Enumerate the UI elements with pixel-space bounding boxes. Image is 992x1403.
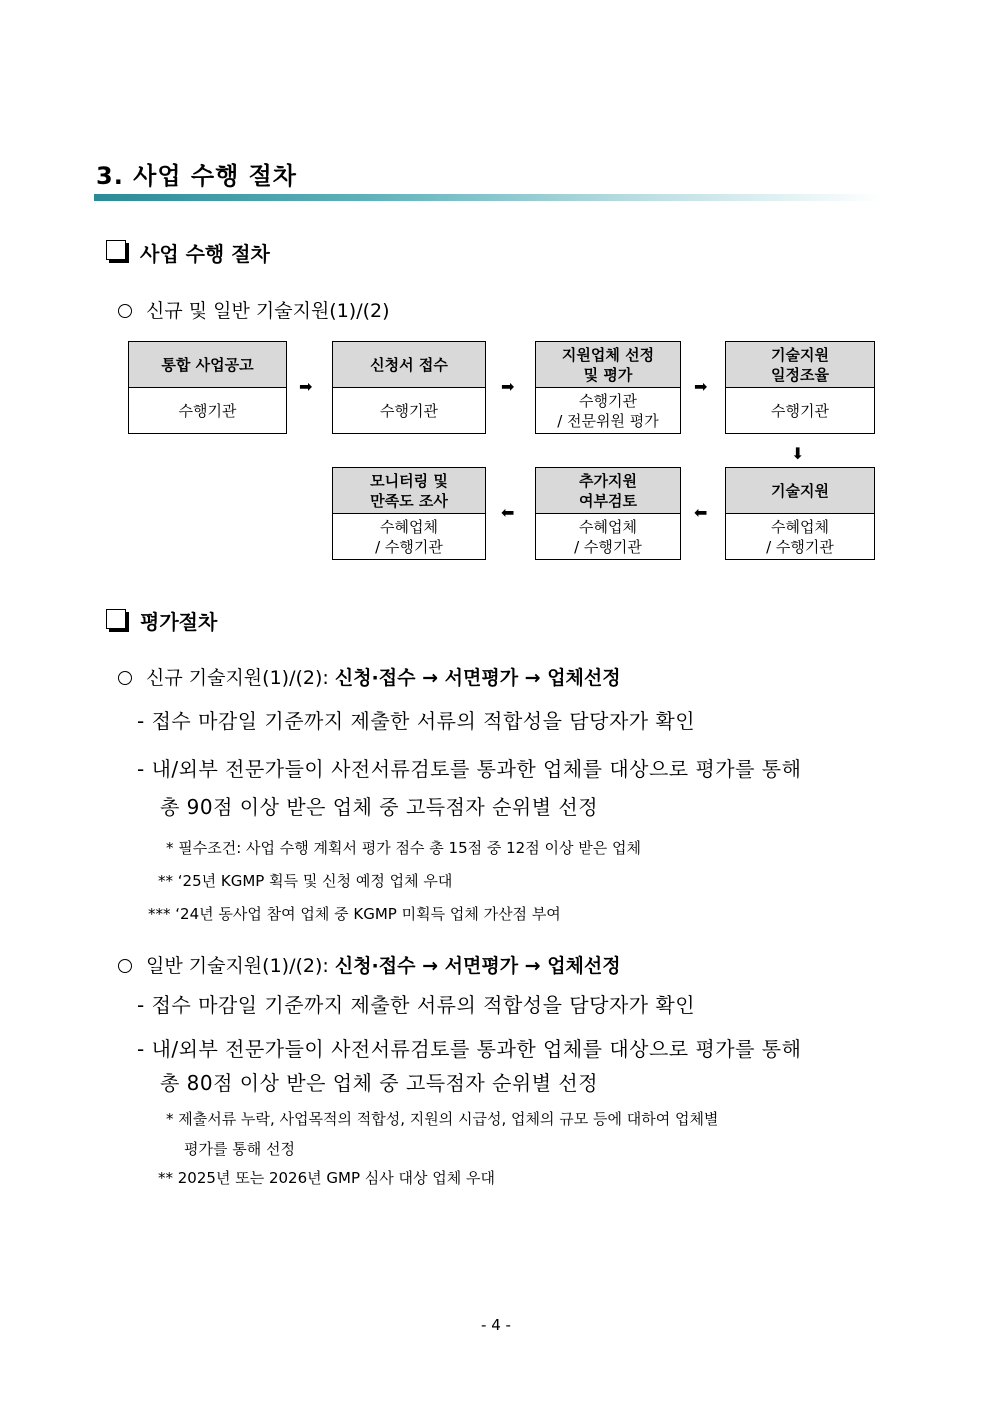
dash-item: - 내/외부 전문가들이 사전서류검토를 통과한 업체를 대상으로 평가를 통해 xyxy=(137,1037,802,1061)
dash-item: - 접수 마감일 기준까지 제출한 서류의 적합성을 담당자가 확인 xyxy=(137,993,696,1017)
flow-box-selection xyxy=(535,341,681,434)
right-arrow-icon: ➡ xyxy=(694,377,708,396)
flow-box-title: 지원업체 선정 및 평가 xyxy=(536,342,680,388)
bullet-general-support xyxy=(118,951,621,978)
footnote: ** 2025년 또는 2026년 GMP 심사 대상 업체 우대 xyxy=(158,1169,495,1187)
right-arrow-icon: ➡ xyxy=(501,377,515,396)
section-box-icon xyxy=(106,240,126,260)
flow-box-title: 통합 사업공고 xyxy=(129,342,286,388)
page-number: - 4 - xyxy=(481,1316,511,1334)
circle-bullet-icon xyxy=(118,671,132,685)
bullet-new-general xyxy=(118,296,390,323)
bullet-text: 신규 및 일반 기술지원(1)/(2) xyxy=(146,300,390,322)
footnote: *** ‘24년 동사업 참여 업체 중 KGMP 미획득 업체 가산점 부여 xyxy=(148,905,561,923)
flow-box-announcement xyxy=(128,341,287,434)
circle-bullet-icon xyxy=(118,959,132,973)
left-arrow-icon: ⬅ xyxy=(694,503,708,522)
flow-box-title: 모니터링 및 만족도 조사 xyxy=(333,468,485,514)
right-arrow-icon: ➡ xyxy=(299,377,313,396)
footnote: * 필수조건: 사업 수행 계획서 평가 점수 총 15점 중 12점 이상 받은 업체 xyxy=(166,839,641,857)
flow-box-title: 신청서 접수 xyxy=(333,342,485,388)
bullet-new-support xyxy=(118,663,621,690)
bullet-process: 신청·접수 → 서면평가 → 업체선정 xyxy=(334,955,621,977)
flow-box-title: 추가지원 여부검토 xyxy=(536,468,680,514)
section-title-procedure: 사업 수행 절차 xyxy=(140,242,270,266)
dash-item-continued: 총 90점 이상 받은 업체 중 고득점자 순위별 선정 xyxy=(160,795,599,819)
left-arrow-icon: ⬅ xyxy=(501,503,515,522)
dash-item: - 접수 마감일 기준까지 제출한 서류의 적합성을 담당자가 확인 xyxy=(137,709,696,733)
flow-box-actor: 수혜업체 / 수행기관 xyxy=(766,518,834,556)
footnote-continued: 평가를 통해 선정 xyxy=(184,1140,295,1158)
flow-box-title: 기술지원 xyxy=(726,468,874,514)
down-arrow-icon: ⬇ xyxy=(791,444,805,463)
footnote: * 제출서류 누락, 사업목적의 적합성, 지원의 시급성, 업체의 규모 등에 대하여 업체별 xyxy=(166,1110,719,1128)
flow-box-monitoring xyxy=(332,467,486,560)
flow-box-actor: 수행기관 / 전문위원 평가 xyxy=(557,392,659,430)
flow-box-tech-support xyxy=(725,467,875,560)
flow-box-actor: 수혜업체 / 수행기관 xyxy=(375,518,443,556)
section-title-evaluation: 평가절차 xyxy=(140,610,218,634)
flow-box-application xyxy=(332,341,486,434)
flow-box-additional-review xyxy=(535,467,681,560)
bullet-process: 신청·접수 → 서면평가 → 업체선정 xyxy=(334,667,621,689)
page-heading: 3. 사업 수행 절차 xyxy=(96,162,297,190)
dash-item-continued: 총 80점 이상 받은 업체 중 고득점자 순위별 선정 xyxy=(160,1071,599,1095)
footnote: ** ‘25년 KGMP 획득 및 신청 예정 업체 우대 xyxy=(158,872,453,890)
flow-box-actor: 수혜업체 / 수행기관 xyxy=(574,518,642,556)
circle-bullet-icon xyxy=(118,304,132,318)
flow-box-actor: 수행기관 xyxy=(380,402,438,420)
flow-box-schedule xyxy=(725,341,875,434)
flow-box-actor: 수행기관 xyxy=(771,402,829,420)
dash-item: - 내/외부 전문가들이 사전서류검토를 통과한 업체를 대상으로 평가를 통해 xyxy=(137,757,802,781)
bullet-label: 일반 기술지원(1)/(2): xyxy=(146,955,335,977)
flow-box-actor: 수행기관 xyxy=(178,402,237,420)
section-box-icon xyxy=(106,609,126,629)
heading-underline xyxy=(94,194,884,201)
bullet-label: 신규 기술지원(1)/(2): xyxy=(146,667,335,689)
flow-box-title: 기술지원 일정조율 xyxy=(726,342,874,388)
